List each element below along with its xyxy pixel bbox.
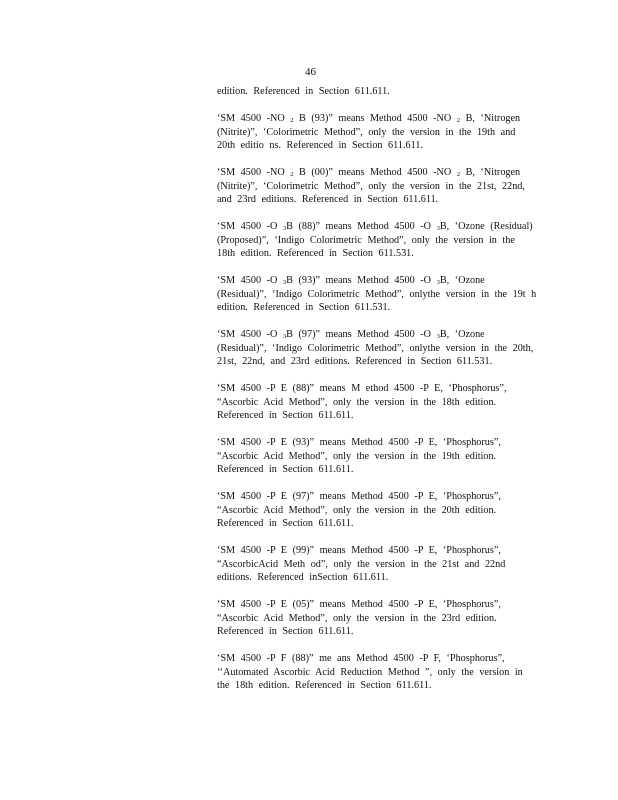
paragraph (217, 112, 537, 153)
paragraph-text: B, ‘Nitrogen (Nitrite)”, ‘Colorimetric Method”, only the version in the 19th and 20th editio ns. Referenced in Section 611.611. (217, 113, 521, 151)
paragraph-text: ‘SM 4500 -P E (88)” means M ethod 4500 -P E, ‘Phosphorus”, “Ascorbic Acid Method”, only the version in the 18th edition. Referenced in Section 611.611. (217, 383, 507, 421)
paragraph-text: B (97)” means Method 4500 -O (286, 329, 437, 340)
page-number: 46 (305, 66, 316, 78)
paragraph (217, 274, 537, 315)
paragraph-text: ‘SM 4500 -P E (97)” means Method 4500 -P E, ‘Phosphorus”, “Ascorbic Acid Method”, only the version in the 20th edition. Referenced in Section 611.611. (217, 491, 501, 529)
paragraph (217, 544, 537, 585)
paragraph-text: B, ‘Ozone (Residual) (Proposed)”, ‘Indigo Colorimetric Method”, only the version in the 18th edition. Referenced in Section 611.531. (217, 221, 533, 259)
paragraph-text: B (00)” means Method 4500 -NO (293, 167, 457, 178)
paragraph-text: ‘SM 4500 -P E (93)” means Method 4500 -P E, ‘Phosphorus”, “Ascorbic Acid Method”, only the version in the 19th edition. Referenced in Section 611.611. (217, 437, 501, 475)
paragraph (217, 436, 537, 477)
subscript: 3 (282, 333, 287, 340)
paragraph-text: ‘SM 4500 -O (217, 221, 283, 232)
paragraph (217, 382, 537, 423)
paragraph-text: ‘SM 4500 -O (217, 275, 283, 286)
paragraph-text: ‘SM 4500 -P E (99)” means Method 4500 -P E, ‘Phosphorus”, “AscorbicAcid Meth od”, only the version in the 21st and 22nd editions. Referenced inSection 611.611. (217, 545, 506, 583)
paragraph-text: ‘SM 4500 -NO (217, 113, 291, 124)
paragraph (217, 85, 537, 99)
subscript: 2 (290, 117, 294, 124)
subscript: 3 (282, 279, 287, 286)
paragraph (217, 166, 537, 207)
paragraph-text: B (88)” means Method 4500 -O (286, 221, 437, 232)
paragraph-text: B (93)” means Method 4500 -O (286, 275, 437, 286)
subscript: 3 (436, 225, 440, 232)
paragraph (217, 598, 537, 639)
subscript: 3 (282, 225, 287, 232)
paragraph (217, 328, 537, 369)
subscript: 2 (456, 117, 461, 124)
paragraph-text: ‘SM 4500 -O (217, 329, 283, 340)
paragraph-text: B, ‘Nitrogen (Nitrite)”, ‘Colorimetric Method”, only the version in the 21st, 22nd, and 23rd editions. Referenced in Section 611.611. (217, 167, 525, 205)
subscript: 3 (436, 333, 440, 340)
subscript: 3 (436, 279, 440, 286)
subscript: 2 (290, 171, 294, 178)
paragraph (217, 652, 537, 693)
paragraph (217, 220, 537, 261)
paragraph-text: B (93)” means Method 4500 -NO (293, 113, 457, 124)
paragraph (217, 490, 537, 531)
document-body (217, 85, 537, 706)
paragraph-text: B, ‘Ozone (Residual)”, ‘Indigo Colorimetric Method”, onlythe version in the 19t h edition. Referenced in Section 611.531. (217, 275, 537, 313)
subscript: 2 (456, 171, 461, 178)
paragraph-text: ‘SM 4500 -P F (88)” me ans Method 4500 -P F, ‘Phosphorus”, ‘‘Automated Ascorbic Acid Reduction Method ”, only the version in the 18th edition. Referenced in Section 611.611. (217, 653, 523, 691)
paragraph-text: edition. Referenced in Section 611.611. (217, 86, 390, 97)
paragraph-text: ‘SM 4500 -NO (217, 167, 291, 178)
paragraph-text: ‘SM 4500 -P E (05)” means Method 4500 -P E, ‘Phosphorus”, “Ascorbic Acid Method”, only the version in the 23rd edition. Referenced in Section 611.611. (217, 599, 501, 637)
paragraph-text: B, ‘Ozone (Residual)”, ‘Indigo Colorimetric Method”, onlythe version in the 20th, 21st, 22nd, and 23rd editions. Referenced in Section 611.531. (217, 329, 534, 367)
